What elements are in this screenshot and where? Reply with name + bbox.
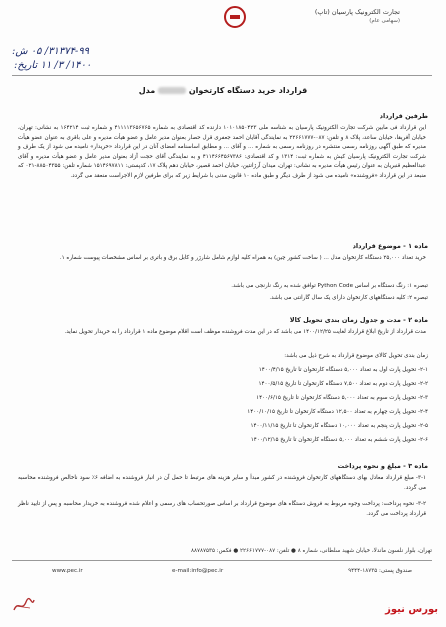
schedule-item: ۲-۲- تحویل پارت دوم به تعداد ۷,۵۰۰ دستگاه کارتخوان تا تاریخ ۱۴۰۰/۵/۱۵: [258, 381, 428, 387]
article1-text: خرید تعداد ۲۵,۰۰۰ دستگاه کارتخوان مدل ... ( ساخت کشور چین) به همراه کلیه لوازم شامل شارژر و کابل برق و باتری بر اساس مشخصات پیوست شماره ۱.: [59, 255, 426, 261]
article3-item2: ۳-۲- نحوه پرداخت: پرداخت وجوه مربوط به فروش دستگاه های موضوع قرارداد بر اساس صورتحساب های رسمی و اعلام شده فروشنده به خریدار محاسبه و پس از تایید ناظر قرارداد پرداخت می گردد.: [18, 501, 426, 517]
letter-date: ۱۴۰۰/ ۳/ ۱۱ تاریخ:: [14, 60, 92, 71]
schedule-item: ۲-۱- تحویل پارت اول به تعداد ۵,۰۰۰ دستگاه کارتخوان تا تاریخ ۱۴۰۰/۴/۱۵: [258, 367, 428, 373]
source-watermark: بورس نیوز: [385, 604, 438, 615]
footer-address: تهران، بلوار نلسون ماندلا، خیابان شهید سلطانی، شماره ۸ ● تلفن: ۰۸۷-۲۲۶۶۱۷۷۷ ● فکس: ۸۸۷۸۷۵۳۵: [190, 548, 432, 554]
article2-schedule-intro: زمان بندی تحویل کالای موضوع قرارداد به شرح ذیل می باشد:: [284, 353, 428, 359]
company-type: (سهامی عام): [369, 18, 400, 24]
article1-note2: تبصره ۲: کلیه دستگاههای کارتخوان دارای یک سال گارانتی می باشد.: [269, 295, 428, 301]
schedule-item: ۲-۶- تحویل پارت ششم به تعداد ۵,۰۰۰ دستگاه کارتخوان تا تاریخ ۱۴۰۰/۱۲/۱۵: [250, 437, 428, 443]
article1-heading: ماده ۱ - موضوع قرارداد: [352, 242, 428, 250]
article3-heading: ماده ۳ - مبلغ و نحوه پرداخت: [337, 462, 428, 470]
company-name: تجارت الکترونیک پارسیان (تاپ): [314, 8, 400, 16]
company-header: [250, 8, 400, 26]
header-divider: [12, 75, 432, 76]
article3-item1: ۳-۱- مبلغ قرارداد معادل بهای دستگاههای کارتخوان فروشنده در کشور مبدأ و سایر هزینه های مرتبط تا حمل آن در انبار فروشنده به اضافه ۶٪ سود ناخالص فروشنده محاسبه می گردد.: [18, 475, 426, 491]
title-text: قرارداد خرید دستگاه کارتخوان: [188, 86, 308, 95]
article2-text: مدت قرارداد از تاریخ ابلاغ قرارداد لغایت ۱۴۰۰/۱۲/۲۵ می باشد که در این مدت فروشنده موظف است اقلام موضوع ماده ۱ قرارداد را به خریدار تحویل نماید.: [64, 329, 426, 335]
footer-pobox: صندوق پستی: ۱۸۷۳۵-۹۴۴۴: [348, 568, 412, 574]
title-model-label: مدل: [138, 86, 156, 95]
contract-title: [100, 86, 346, 95]
signature-mark: [12, 596, 36, 614]
schedule-item: ۲-۳- تحویل پارت سوم به تعداد ۵,۰۰۰ دستگاه کارتخوان تا تاریخ ۱۴۰۰/۶/۱۵: [256, 395, 428, 401]
article2-heading: ماده ۲ - مدت و جدول زمان بندی تحویل کالا: [289, 316, 428, 324]
schedule-item: ۲-۴- تحویل پارت چهارم به تعداد ۱۲,۵۰۰ دستگاه کارتخوان تا تاریخ ۱۴۰۰/۱۰/۱۵: [247, 409, 428, 415]
company-logo: [224, 6, 246, 28]
redacted-model: [158, 87, 186, 94]
footer-website[interactable]: www.pec.ir: [52, 568, 83, 574]
footer-email[interactable]: e-mail:info@pec.ir: [172, 568, 224, 574]
parties-heading: طرفین قرارداد: [379, 112, 428, 120]
article1-note1: تبصره ۱: رنگ دستگاه بر اساس Python Code توافق شده به رنگ نارنجی می باشد.: [231, 283, 428, 289]
letter-number: ۳۱۳۷۴-۹۹/ ۰۵ ش:: [12, 46, 90, 57]
parties-text: این قرارداد فی مابین شرکت تجارت الکترونیک پارسیان به شناسه ملی ۱۰۱۰۱۸۵۰۴۲۳ دارنده کد اقتصادی به شماره ۴۱۱۱۱۳۶۵۶۷۶۵ و شماره ثبت ۱۶۴۲۱۴ به نشانی: تهران، خیابان آفریقا، خیابان ساعد، پلاک ۸ و تلفن: ۰۸۷-۲۲۶۶۱۷۷۷ به نمایندگی آقایان احمد جعفری قرل حصار بعنوان مدیر عامل و عضو هیأت مدیره و علی باقری به عنوان عضو هیأت مدیره که طبق آگهی روزنامه رسمی منتشره در روزنامه رسمی به شماره ... و آقای ... و مطابق اساسنامه امضای آنان در این قرارداد «خریدار» نامیده می شود از یک طرف و شرکت تجارت الکترونیک پارسیان کیش به شماره ثبت: ۱۳۱۴ و کد اقتصادی: ۴۱۱۴۶۶۴۵۶۷۳۸۶ و به نمایندگی آقای حجت آزاد بعنوان مدیر عامل و عضو هیأت مدیره و آقای عبدالعظیم قنبریان به عنوان رئیس هیأت مدیره به نشانی: تهران، میدان آرژانتین، خیابان احمد قصیر، خیابان دهم پلاک ۱۷، کدپستی: ۱۵۱۴۶۹۷۸۱۱ شماره تلفن: ۸۸۵۰۴۳۵۵-۰۲۱ که منبعد در این قرارداد «فروشنده» نامیده می شود از طرف دیگر و طبق ماده ۱۰ قانون مدنی با شرایط زیر که برای طرفین لازم الاجراست منعقد می گردد.: [18, 125, 427, 179]
footer-divider: [12, 560, 432, 561]
schedule-item: ۲-۵- تحویل پارت پنجم به تعداد ۱۰,۰۰۰ دستگاه کارتخوان تا تاریخ ۱۴۰۰/۱۱/۱۵: [250, 423, 428, 429]
